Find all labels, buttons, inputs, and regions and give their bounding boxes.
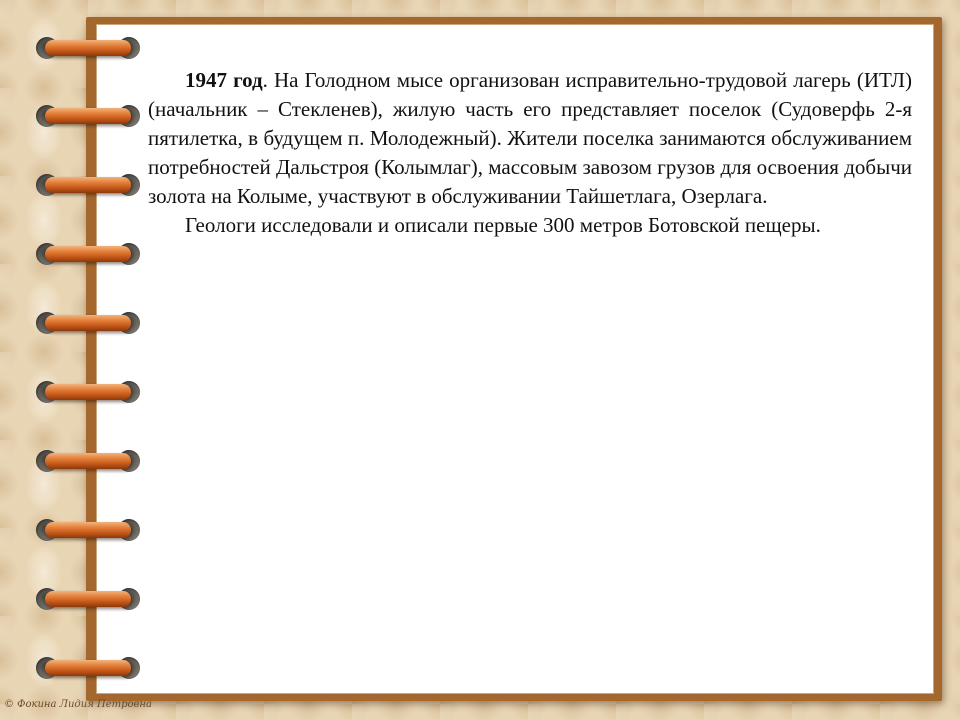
binder-ring xyxy=(36,309,140,337)
paragraph-1947-body: . На Голодном мысе организован исправительно-трудовой лагерь (ИТЛ) (начальник – Стекленев), жилую часть его представляет поселок (Судоверфь 2-я пятилетка, в будущем п. Молодежный). Жители поселка занимаются обслуживанием потребностей Дальстроя (Колымлаг), массовым завозом грузов для освоения добычи золота на Колыме, участвуют в обслуживании Тайшетлага, Озерлага. xyxy=(148,68,913,208)
binder-ring xyxy=(36,34,140,62)
binder-ring xyxy=(36,378,140,406)
binder-ring xyxy=(36,447,140,475)
binder-ring xyxy=(36,102,140,130)
year-label: 1947 год xyxy=(185,68,263,92)
paragraph-geology xyxy=(148,211,912,240)
binder-ring xyxy=(36,240,140,268)
paragraph-geology-body: Геологи исследовали и описали первые 300 метров Ботовской пещеры. xyxy=(185,213,821,237)
binder-ring xyxy=(36,585,140,613)
binder-ring xyxy=(36,654,140,682)
binder-ring xyxy=(36,516,140,544)
binder-ring xyxy=(36,171,140,199)
slide-text xyxy=(148,66,912,240)
author-credit: © Фокина Лидия Петровна xyxy=(4,699,152,710)
paragraph-1947 xyxy=(148,66,912,211)
